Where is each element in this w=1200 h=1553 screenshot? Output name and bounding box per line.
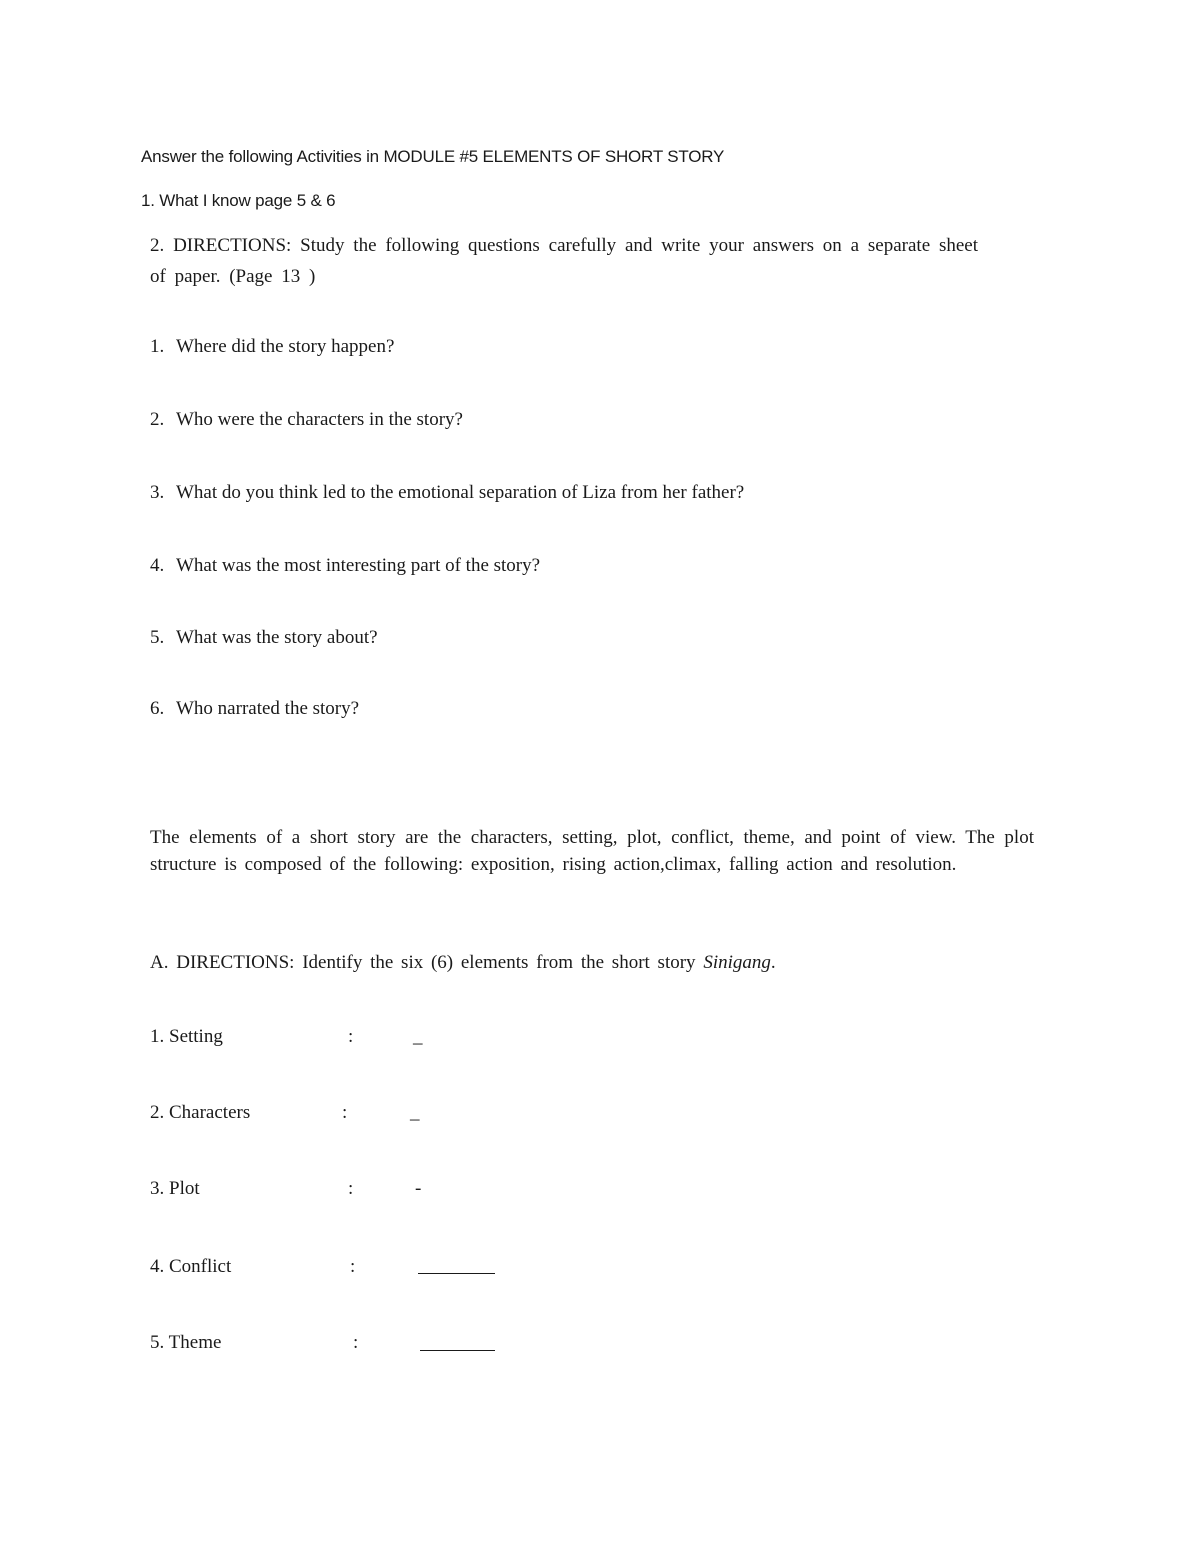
question-text: What do you think led to the emotional separation of Liza from her father? bbox=[176, 482, 745, 503]
element-label: 1. Setting bbox=[150, 1026, 223, 1047]
element-colon: : bbox=[342, 1102, 348, 1123]
question-item bbox=[150, 481, 744, 505]
question-item bbox=[150, 626, 378, 650]
question-number: 3. bbox=[150, 482, 165, 503]
element-row-theme bbox=[150, 1331, 550, 1357]
element-row-plot bbox=[150, 1177, 550, 1203]
element-row-setting bbox=[150, 1025, 550, 1051]
question-item bbox=[150, 408, 463, 432]
question-number: 6. bbox=[150, 698, 165, 719]
question-text: What was the story about? bbox=[176, 627, 378, 648]
answer-blank[interactable]: _ bbox=[413, 1026, 423, 1047]
answer-blank[interactable]: _ bbox=[410, 1102, 420, 1123]
question-number: 5. bbox=[150, 627, 165, 648]
element-colon: : bbox=[350, 1256, 356, 1277]
question-text: Who narrated the story? bbox=[176, 698, 360, 719]
question-number: 2. bbox=[150, 409, 165, 430]
element-label: 4. Conflict bbox=[150, 1256, 232, 1277]
directions-identify-text: A. DIRECTIONS: Identify the six (6) elements from the short story bbox=[150, 952, 704, 973]
module-instruction: Answer the following Activities in MODULE #5 ELEMENTS OF SHORT STORY bbox=[141, 147, 725, 166]
story-title: Sinigang bbox=[703, 952, 771, 973]
directions-identify-suffix: . bbox=[770, 952, 776, 973]
answer-blank[interactable] bbox=[418, 1273, 495, 1274]
question-text: What was the most interesting part of the story? bbox=[176, 555, 541, 576]
elements-paragraph: The elements of a short story are the characters, setting, plot, conflict, theme, and point of view. The plot structure is composed of the following: exposition, rising action,climax, falling action and resolution. bbox=[150, 827, 1034, 875]
element-row-characters bbox=[150, 1101, 550, 1127]
question-number: 4. bbox=[150, 555, 165, 576]
element-label: 3. Plot bbox=[150, 1178, 200, 1199]
question-item bbox=[150, 697, 359, 721]
question-item bbox=[150, 335, 394, 359]
answer-blank[interactable] bbox=[420, 1350, 495, 1351]
element-colon: : bbox=[348, 1178, 354, 1199]
what-i-know-item: 1. What I know page 5 & 6 bbox=[141, 191, 336, 210]
element-label: 5. Theme bbox=[150, 1332, 222, 1353]
answer-blank[interactable]: - bbox=[415, 1178, 422, 1199]
question-number: 1. bbox=[150, 336, 165, 357]
element-row-conflict bbox=[150, 1255, 550, 1281]
directions-identify bbox=[150, 951, 776, 975]
question-text: Where did the story happen? bbox=[176, 336, 395, 357]
element-colon: : bbox=[348, 1026, 354, 1047]
question-text: Who were the characters in the story? bbox=[176, 409, 463, 430]
question-item bbox=[150, 554, 540, 578]
element-colon: : bbox=[353, 1332, 359, 1353]
directions-questions: 2. DIRECTIONS: Study the following questions carefully and write your answers on a separate sheet of paper. (Page 13 ) bbox=[150, 235, 978, 287]
element-label: 2. Characters bbox=[150, 1102, 251, 1123]
